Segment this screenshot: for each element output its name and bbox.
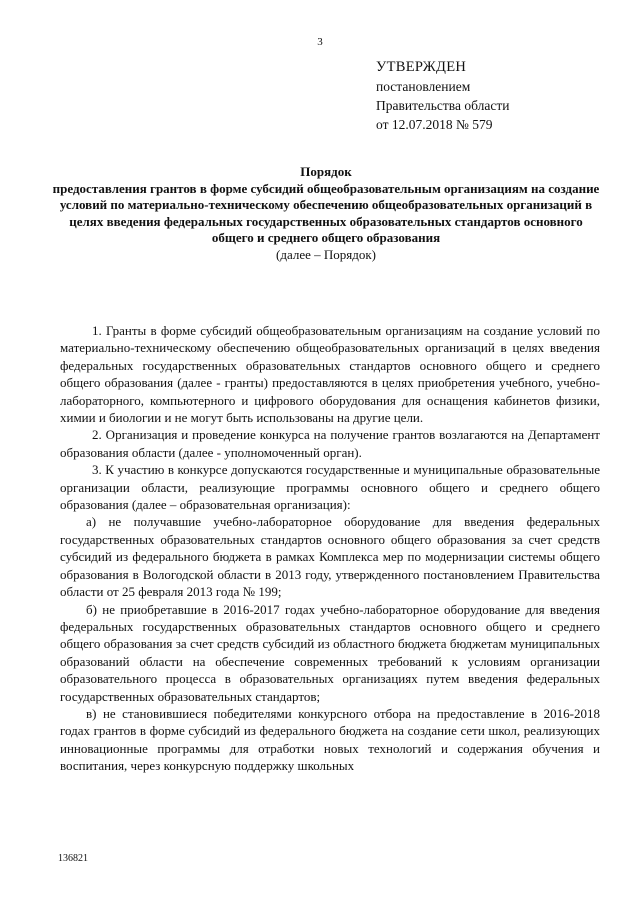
- document-note: (далее – Порядок): [276, 246, 376, 262]
- document-heading: [52, 164, 600, 263]
- document-subtitle: предоставления грантов в форме субсидий общеобразовательным организациям на создание условий по материально-техническому обеспечению общеобразовательных организаций в целях введения федеральных государственных образовательных стандартов основного общего и среднего общего образования: [52, 180, 600, 245]
- paragraph: в) не становившиеся победителями конкурсного отбора на предоставление в 2016-2018 годах грантов в форме субсидий из федерального бюджета на создание сети школ, реализующих инновационные программы для отработки новых технологий и содержания обучения и воспитания, через конкурсную поддержку школьных: [60, 705, 600, 774]
- approval-line: от 12.07.2018 № 579: [376, 117, 493, 132]
- paragraph: 2. Организация и проведение конкурса на получение грантов возлагаются на Департамент образования области (далее - уполномоченный орган).: [60, 427, 600, 460]
- document-body: [60, 322, 600, 775]
- paragraph: а) не получавшие учебно-лабораторное оборудование для введения федеральных государственных образовательных стандартов основного общего образования за счет средств субсидий из федерального бюджета в рамках Комплекса мер по модернизации системы общего образования в Вологодской области в 2013 году, утвержденного постановлением Правительства области от 25 февраля 2013 года № 199;: [60, 514, 600, 600]
- approval-block: [376, 58, 616, 134]
- paragraph: 1. Гранты в форме субсидий общеобразовательным организациям на создание условий по материально-техническому обеспечению общеобразовательных организаций в целях введения федеральных государственных образовательных стандартов основного общего и среднего общего образования (далее - гранты) предоставляются в целях приобретения учебного, учебно-лабораторного, компьютерного и цифрового оборудования для оснащения кабинетов физики, химии и биологии и не могут быть использованы на другие цели.: [60, 323, 600, 426]
- paragraph: 3. К участию в конкурсе допускаются государственные и муниципальные образовательные организации области, реализующие программы основного общего и среднего общего образования (далее – образовательная организация):: [60, 462, 600, 513]
- approval-stamp: УТВЕРЖДЕН: [376, 59, 467, 75]
- page-number: 3: [317, 36, 323, 48]
- approval-line: Правительства области: [376, 98, 510, 113]
- paragraph: б) не приобретавшие в 2016-2017 годах учебно-лабораторное оборудование для введения федеральных государственных образовательных стандартов основного общего и среднего общего образования за счет средств субсидий из областного бюджета бюджетам муниципальных образований области на обеспечение современных требований к условиям организации образовательного процесса в образовательных организациях путем введения федеральных государственных образовательных стандартов;: [60, 601, 600, 704]
- document-title: Порядок: [300, 164, 352, 179]
- document-code: 136821: [58, 853, 88, 864]
- approval-line: постановлением: [376, 79, 471, 94]
